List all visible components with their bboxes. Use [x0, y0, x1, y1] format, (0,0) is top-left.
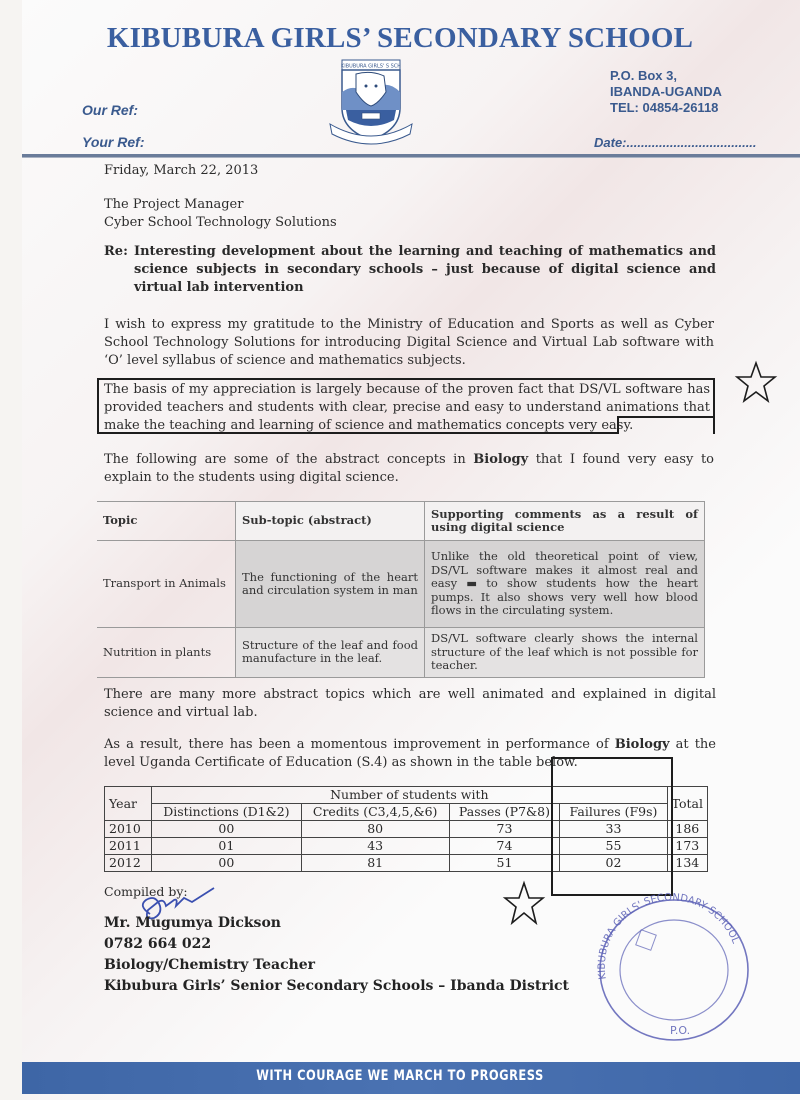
total-cell: 186: [667, 821, 707, 838]
topic-cell: Nutrition in plants: [97, 628, 236, 678]
column-header-passes: Passes (P7&8): [449, 804, 560, 821]
paragraph-biology-concepts: [104, 451, 714, 487]
signatory-school: Kibubura Girls’ Senior Secondary Schools – Ibanda District: [104, 978, 570, 994]
signatory-details: [104, 913, 569, 997]
stamp-bottom-text: P.O.: [670, 1024, 691, 1037]
highlight-box-bottom: [97, 432, 619, 434]
comment-cell: Unlike the old theoretical point of view, DS/VL software makes it almost real and easy ▬ to show students how the heart pumps. It also shows very well how blood flows in the circulating system.: [425, 541, 705, 628]
your-ref-label: Your Ref:: [82, 134, 145, 150]
paragraph-biology-concepts-end: that I found very easy to explain to the students using digital science.: [104, 452, 715, 485]
school-crest-icon: [326, 58, 416, 146]
credits-cell: 43: [301, 838, 449, 855]
paragraph-gratitude: I wish to express my gratitude to the Ministry of Education and Sports as well as Cyber School Technology Solutions for introducing Digital Science and Virtual Lab software with ‘O’ level syllabus of science and mathematics subjects.: [104, 317, 714, 368]
distinctions-cell: 00: [152, 821, 302, 838]
paragraph-appreciation: The basis of my appreciation is largely because of the proven fact that DS/VL software has provided teachers and students with clear, precise and easy to understand animations that make the teaching and learning of science and mathematics concepts very easy.: [104, 382, 710, 433]
school-name: KIBUBURA GIRLS’ SECONDARY SCHOOL: [106, 22, 694, 54]
credits-cell: 80: [301, 821, 449, 838]
failures-cell: 02: [560, 855, 667, 872]
paragraph-more-topics: There are many more abstract topics which are well animated and explained in digital science and virtual lab.: [104, 687, 716, 720]
year-cell: 2011: [105, 838, 152, 855]
column-header-year: Year: [105, 787, 152, 821]
school-address: [610, 68, 722, 116]
abstract-topics-table: [97, 501, 705, 678]
comment-cell: DS/VL software clearly shows the internal structure of the leaf which is not possible for teacher.: [425, 628, 705, 678]
signatory-phone: 0782 664 022: [104, 936, 212, 952]
table-row: [97, 628, 705, 678]
star-icon: [502, 880, 546, 930]
topic-cell: Transport in Animals: [97, 541, 236, 628]
subject-text: Interesting development about the learning and teaching of mathematics and science subjects in secondary schools – just because of digital science and virtual lab intervention: [134, 244, 716, 295]
distinctions-cell: 01: [152, 838, 302, 855]
year-cell: 2010: [105, 821, 152, 838]
star-icon: [734, 360, 778, 408]
compiled-by-label: Compiled by:: [104, 884, 188, 899]
crest-banner-text: KIBUBURA GIRLS' S SCH: [340, 63, 402, 70]
header-divider: [22, 154, 800, 158]
total-cell: 134: [667, 855, 707, 872]
passes-cell: 74: [449, 838, 560, 855]
table-header-row: [97, 502, 705, 541]
svg-text:KIBUBURA GIRLS' SECONDARY SCHO: [597, 892, 741, 980]
letter-date: Friday, March 22, 2013: [104, 163, 259, 178]
failures-highlight-box: [551, 757, 673, 896]
address-line-2: IBANDA-UGANDA: [610, 84, 722, 99]
table-row: [97, 541, 705, 628]
signatory-title: Biology/Chemistry Teacher: [104, 957, 316, 973]
failures-cell: 33: [560, 821, 667, 838]
school-stamp-icon: [586, 884, 756, 1044]
paragraph-performance-end: at the level Uganda Certificate of Education (S.4) as shown in the table below.: [104, 737, 716, 770]
recipient-title: The Project Manager: [104, 197, 244, 212]
highlight-box-step-top: [617, 416, 715, 418]
biology-emphasis: Biology: [473, 452, 529, 467]
subtopic-cell: The functioning of the heart and circulation system in man: [236, 541, 425, 628]
distinctions-cell: 00: [152, 855, 302, 872]
year-cell: 2012: [105, 855, 152, 872]
stamp-ring-text: KIBUBURA GIRLS' SECONDARY SCHOOL: [596, 892, 741, 981]
address-line-1: P.O. Box 3,: [610, 68, 677, 83]
failures-cell: 55: [560, 838, 667, 855]
paragraph-biology-concepts-start: The following are some of the abstract concepts in: [104, 452, 474, 467]
group-header: Number of students with: [152, 787, 668, 804]
our-ref-label: Our Ref:: [82, 102, 138, 118]
column-header-total: Total: [667, 787, 707, 821]
column-header-failures: Failures (F9s): [560, 804, 667, 821]
recipient-organization: Cyber School Technology Solutions: [104, 215, 337, 230]
column-header-credits: Credits (C3,4,5,&6): [301, 804, 449, 821]
subject-line: [104, 243, 716, 297]
passes-cell: 51: [449, 855, 560, 872]
biology-emphasis: Biology: [614, 737, 670, 752]
highlight-box-step: [617, 416, 619, 434]
column-header-subtopic: Sub-topic (abstract): [236, 502, 425, 541]
total-cell: 173: [667, 838, 707, 855]
column-header-comments: Supporting comments as a result of using digital science: [425, 502, 705, 541]
subtopic-cell: Structure of the leaf and food manufacture in the leaf.: [236, 628, 425, 678]
passes-cell: 73: [449, 821, 560, 838]
school-motto: WITH COURAGE WE MARCH TO PROGRESS: [256, 1068, 544, 1084]
telephone: TEL: 04854-26118: [610, 100, 719, 115]
date-field-label: Date:....................................: [594, 135, 757, 150]
credits-cell: 81: [301, 855, 449, 872]
column-header-topic: Topic: [97, 502, 236, 541]
paragraph-performance-start: As a result, there has been a momentous improvement in performance of: [104, 737, 615, 752]
highlight-box: [97, 378, 715, 434]
subject-label: Re:: [104, 244, 128, 259]
signatory-name: Mr. Mugumya Dickson: [104, 915, 281, 931]
column-header-distinctions: Distinctions (D1&2): [152, 804, 302, 821]
